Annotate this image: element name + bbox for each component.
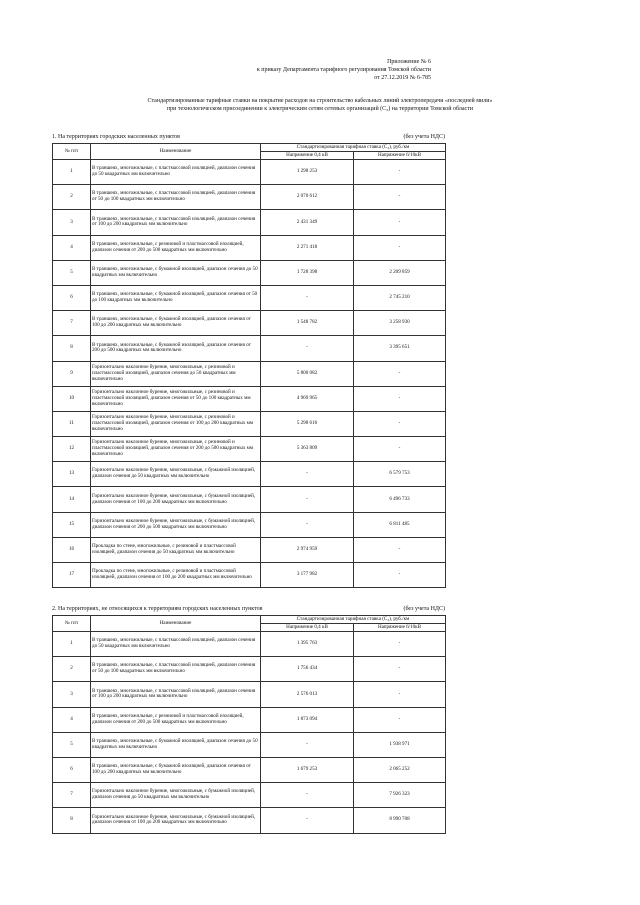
rate-610kv-cell: -: [354, 537, 446, 562]
rate-04kv-cell: 2 974 959: [261, 537, 354, 562]
table-row: [53, 311, 446, 336]
row-name-cell: Горизонтально наклонное бурение, многожильные, с бумажной изоляцией, диапазон сечения до 50 квадратных мм включительно: [91, 462, 261, 487]
table-row: [53, 361, 446, 386]
appendix-order-date: от 27.12.2019 № 6-785: [374, 75, 431, 81]
table-row: [53, 783, 446, 808]
rate-610kv-cell: -: [354, 411, 446, 436]
rate-04kv-cell: 5 800 082: [261, 361, 354, 386]
row-number-cell: 12: [53, 437, 91, 462]
row-number-cell: 5: [53, 260, 91, 285]
row-name-cell: Горизонтально наклонное бурение, многожильные, с бумажной изоляцией, диапазон сечения от 100 до 200 квадратных мм включительно: [91, 487, 261, 512]
rate-04kv-cell: -: [261, 285, 354, 310]
rate-610kv-cell: 6 579 753: [354, 462, 446, 487]
row-name-cell: В траншеях, многожильные, с пластмассовой изоляцией, диапазон сечения от 100 до 200 квадратных мм включительно: [91, 210, 261, 235]
table-row: [53, 563, 446, 588]
row-name-cell: В траншеях, многожильные, с бумажной изоляцией, диапазон сечения от 100 до 200 квадратных мм включительно: [91, 757, 261, 782]
rate-04kv-cell: -: [261, 462, 354, 487]
rate-04kv-cell: 1 873 094: [261, 707, 354, 732]
rate-04kv-cell: 3 177 982: [261, 563, 354, 588]
row-name-cell: В траншеях, многожильные, с пластмассовой изоляцией, диапазон сечения от 50 до 100 квадратных мм включительно: [91, 657, 261, 682]
rate-610kv-cell: 2 209 859: [354, 260, 446, 285]
rate-610kv-cell: -: [354, 657, 446, 682]
rate-610kv-cell: 3 395 651: [354, 336, 446, 361]
document-title-line2: при технологическом присоединении к электрическим сетям сетевых организаций (С₃) на территории Томской области: [166, 106, 474, 112]
rate-04kv-cell: 4 969 965: [261, 386, 354, 411]
rate-610kv-cell: -: [354, 682, 446, 707]
rate-04kv-cell: -: [261, 808, 354, 833]
col-voltage-04-header: Напряжение 0,4 кВ: [261, 624, 354, 632]
rate-04kv-cell: 2 576 013: [261, 682, 354, 707]
col-name-header: Наименование: [91, 144, 261, 160]
rate-610kv-cell: -: [354, 160, 446, 185]
table-row: [53, 732, 446, 757]
document-title: [50, 97, 590, 113]
row-number-cell: 3: [53, 682, 91, 707]
row-number-cell: 2: [53, 185, 91, 210]
rate-04kv-cell: -: [261, 783, 354, 808]
row-number-cell: 11: [53, 411, 91, 436]
row-name-cell: В траншеях, многожильные, с пластмассовой изоляцией, диапазон сечения до 50 квадратных мм включительно: [91, 632, 261, 657]
row-name-cell: В траншеях, многожильные, с бумажной изоляцией, диапазон сечения от 50 до 100 квадратных мм включительно: [91, 285, 261, 310]
col-num-header: № п/п: [53, 144, 91, 160]
rate-610kv-cell: -: [354, 361, 446, 386]
row-number-cell: 8: [53, 808, 91, 833]
rate-610kv-cell: 7 926 323: [354, 783, 446, 808]
table-row: [53, 285, 446, 310]
row-number-cell: 17: [53, 563, 91, 588]
table-row: [53, 336, 446, 361]
rate-610kv-cell: 2 065 252: [354, 757, 446, 782]
row-name-cell: Горизонтально наклонное бурение, многожильные, с резиновой и пластмассовой изоляцией, диапазон сечения от 200 до 500 квадратных мм включительно: [91, 437, 261, 462]
rate-04kv-cell: 1 395 763: [261, 632, 354, 657]
document-title-line1: Стандартизированные тарифные ставки на покрытие расходов на строительство кабельных линий электропередачи «последней мили»: [147, 98, 493, 104]
section2-label: 2. На территориях, не относящихся к территориям городских населенных пунктов: [52, 606, 263, 612]
row-name-cell: Горизонтально наклонное бурение, многожильные, с резиновой и пластмассовой изоляцией, диапазон сечения до 50 квадратных мм включительно: [91, 361, 261, 386]
row-name-cell: Горизонтально наклонное бурение, многожильные, с резиновой и пластмассовой изоляцией, диапазон сечения от 50 до 100 квадратных мм включительно: [91, 386, 261, 411]
rates-table-urban: [52, 143, 446, 588]
appendix-order-ref: к приказу Департамента тарифного регулирования Томской области: [256, 67, 431, 73]
section1-vat-note: (без учета НДС): [403, 134, 445, 140]
row-number-cell: 1: [53, 160, 91, 185]
rate-610kv-cell: 6 496 733: [354, 487, 446, 512]
table-row: [53, 657, 446, 682]
table-row: [53, 411, 446, 436]
row-number-cell: 2: [53, 657, 91, 682]
row-number-cell: 1: [53, 632, 91, 657]
table-row: [53, 260, 446, 285]
col-name-header: Наименование: [91, 616, 261, 632]
table-row: [53, 512, 446, 537]
rate-610kv-cell: 1 938 971: [354, 732, 446, 757]
table-row: [53, 682, 446, 707]
rate-610kv-cell: 8 990 708: [354, 808, 446, 833]
rate-610kv-cell: -: [354, 210, 446, 235]
row-name-cell: Горизонтально наклонное бурение, многожильные, с бумажной изоляцией, диапазон сечения от 200 до 500 квадратных мм включительно: [91, 512, 261, 537]
rate-04kv-cell: 2 271 418: [261, 235, 354, 260]
rate-04kv-cell: 1 679 253: [261, 757, 354, 782]
rate-610kv-cell: -: [354, 563, 446, 588]
table-row: [53, 632, 446, 657]
rate-04kv-cell: 2 070 612: [261, 185, 354, 210]
col-rate-header: Стандартизированная тарифная ставка (С₃), руб./км: [261, 144, 446, 152]
col-voltage-04-header: Напряжение 0,4 кВ: [261, 152, 354, 160]
row-name-cell: В траншеях, многожильные, с бумажной изоляцией, диапазон сечения от 100 до 200 квадратных мм включительно: [91, 311, 261, 336]
table-row: [53, 210, 446, 235]
table-row: [53, 437, 446, 462]
row-name-cell: Горизонтально наклонное бурение, многожильные, с бумажной изоляцией, диапазон сечения от 100 до 200 квадратных мм включительно: [91, 808, 261, 833]
row-name-cell: Прокладка по стене, многожильные, с резиновой и пластмассовой изоляцией, диапазон сечения до 50 квадратных мм включительно: [91, 537, 261, 562]
col-voltage-610-header: Напряжение 6/10кВ: [354, 624, 446, 632]
rate-04kv-cell: 1 728 398: [261, 260, 354, 285]
rate-610kv-cell: -: [354, 632, 446, 657]
row-number-cell: 14: [53, 487, 91, 512]
row-number-cell: 4: [53, 235, 91, 260]
table-row: [53, 160, 446, 185]
rate-04kv-cell: 2 431 349: [261, 210, 354, 235]
row-number-cell: 7: [53, 311, 91, 336]
table-row: [53, 185, 446, 210]
rate-04kv-cell: -: [261, 732, 354, 757]
table-row: [53, 386, 446, 411]
rate-04kv-cell: -: [261, 512, 354, 537]
row-name-cell: В траншеях, многожильные, с пластмассовой изоляцией, диапазон сечения от 100 до 200 квадратных мм включительно: [91, 682, 261, 707]
rate-610kv-cell: -: [354, 437, 446, 462]
rate-610kv-cell: 6 811 485: [354, 512, 446, 537]
rates-table-rural: [52, 615, 446, 834]
table-row: [53, 462, 446, 487]
row-name-cell: В траншеях, многожильные, с пластмассовой изоляцией, диапазон сечения от 50 до 100 квадратных мм включительно: [91, 185, 261, 210]
row-number-cell: 9: [53, 361, 91, 386]
row-name-cell: В траншеях, многожильные, с бумажной изоляцией, диапазон сечения до 50 квадратных мм включительно: [91, 732, 261, 757]
rate-610kv-cell: -: [354, 707, 446, 732]
table-row: [53, 537, 446, 562]
table-row: [53, 487, 446, 512]
section1-label: 1. На территориях городских населенных пунктов: [52, 134, 181, 140]
row-name-cell: Прокладка по стене, многожильные, с резиновой и пластмассовой изоляцией, диапазон сечения от 100 до 200 квадратных мм включительно: [91, 563, 261, 588]
rate-04kv-cell: -: [261, 336, 354, 361]
rate-610kv-cell: 2 745 210: [354, 285, 446, 310]
row-number-cell: 3: [53, 210, 91, 235]
rate-04kv-cell: 1 756 434: [261, 657, 354, 682]
rate-610kv-cell: -: [354, 386, 446, 411]
row-name-cell: Горизонтально наклонное бурение, многожильные, с бумажной изоляцией, диапазон сечения до 50 квадратных мм включительно: [91, 783, 261, 808]
rate-04kv-cell: 5 298 616: [261, 411, 354, 436]
table-row: [53, 757, 446, 782]
table-row: [53, 707, 446, 732]
rate-610kv-cell: 3 258 930: [354, 311, 446, 336]
row-name-cell: В траншеях, многожильные, с резиновой и пластмассовой изоляцией, диапазон сечения от 200 до 500 квадратных мм включительно: [91, 707, 261, 732]
row-number-cell: 6: [53, 285, 91, 310]
row-name-cell: В траншеях, многожильные, с бумажной изоляцией, диапазон сечения от 200 до 500 квадратных мм включительно: [91, 336, 261, 361]
appendix-header: [101, 58, 431, 82]
appendix-number: Приложение № 6: [387, 59, 431, 65]
row-number-cell: 8: [53, 336, 91, 361]
row-number-cell: 6: [53, 757, 91, 782]
col-rate-header: Стандартизированная тарифная ставка (С₃), руб./км: [261, 616, 446, 624]
rate-04kv-cell: 5 363 809: [261, 437, 354, 462]
row-number-cell: 7: [53, 783, 91, 808]
table-row: [53, 808, 446, 833]
col-num-header: № п/п: [53, 616, 91, 632]
rate-04kv-cell: 1 298 253: [261, 160, 354, 185]
row-number-cell: 4: [53, 707, 91, 732]
row-number-cell: 16: [53, 537, 91, 562]
row-name-cell: В траншеях, многожильные, с бумажной изоляцией, диапазон сечения до 50 квадратных мм включительно: [91, 260, 261, 285]
row-number-cell: 10: [53, 386, 91, 411]
section2-vat-note: (без учета НДС): [403, 606, 445, 612]
rate-04kv-cell: 1 548 782: [261, 311, 354, 336]
row-number-cell: 15: [53, 512, 91, 537]
rate-04kv-cell: -: [261, 487, 354, 512]
row-number-cell: 13: [53, 462, 91, 487]
rate-610kv-cell: -: [354, 185, 446, 210]
row-name-cell: В траншеях, многожильные, с пластмассовой изоляцией, диапазон сечения до 50 квадратных мм включительно: [91, 160, 261, 185]
row-number-cell: 5: [53, 732, 91, 757]
row-name-cell: В траншеях, многожильные, с резиновой и пластмассовой изоляцией, диапазон сечения от 200 до 500 квадратных мм включительно: [91, 235, 261, 260]
rate-610kv-cell: -: [354, 235, 446, 260]
col-voltage-610-header: Напряжение 6/10кВ: [354, 152, 446, 160]
row-name-cell: Горизонтально наклонное бурение, многожильные, с резиновой и пластмассовой изоляцией, диапазон сечения от 100 до 200 квадратных мм включительно: [91, 411, 261, 436]
table-row: [53, 235, 446, 260]
